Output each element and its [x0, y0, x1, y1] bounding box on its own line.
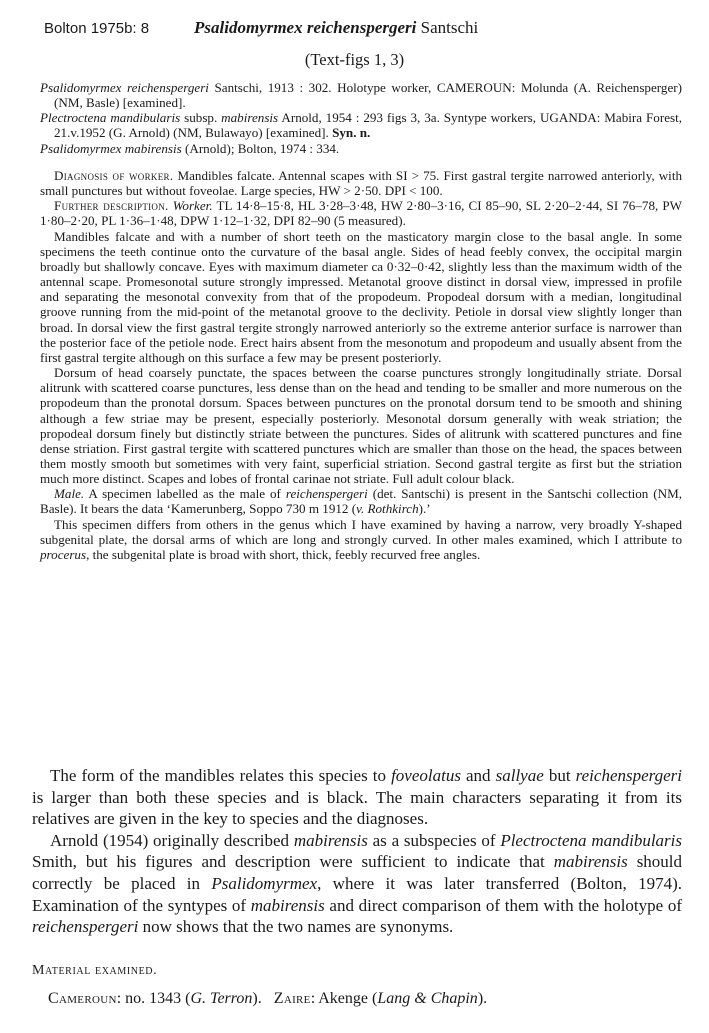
- synonymy-entry: Plectroctena mandibularis subsp. mabirensis Arnold, 1954 : 293 figs 3, 3a. Syntype workers, UGANDA: Mabira Forest, 21.v.1952 (G. Arnold) (NM, Bulawayo) [examined]. Syn. n.: [40, 110, 683, 141]
- species-name: Psalidomyrmex reichenspergeri: [194, 18, 417, 37]
- material-examined-list: Cameroun: no. 1343 (G. Terron). Zaire: Akenge (Lang & Chapin).: [48, 990, 488, 1007]
- citation-reference: Bolton 1975b: 8: [44, 20, 150, 37]
- synonymy-entry: Psalidomyrmex reichenspergeri Santschi, 1913 : 302. Holotype worker, CAMEROUN: Molunda (A. Reichensperger) (NM, Basle) [examined].: [40, 80, 682, 111]
- synonymy-entry: Psalidomyrmex mabirensis (Arnold); Bolton, 1974 : 334.: [40, 140, 340, 156]
- species-heading: [194, 18, 478, 38]
- diagnosis-label: Diagnosis of worker.: [54, 168, 174, 183]
- material-examined-heading: Material examined.: [32, 963, 158, 978]
- status-label: Syn. n.: [332, 125, 371, 141]
- sculpture-paragraph: Dorsum of head coarsely punctate, the spaces between the coarse punctures strongly longitudinally striate. Dorsal alitrunk with scattered coarse punctures, less dense than on the head and tending to be smaller and more numerous on the propodeum than the pronotal dorsum. Spaces between punctures on the pronotal dorsum tend to be smooth and shining although a few striae may be present, especially posteriorly. Mesonotal dorsum generally with weak striation; the propodeal dorsum finely but distinctly striate between the punctures. Sides of alitrunk with scattered punctures and fine dense striation. First gastral tergite with scattered punctures which are smaller than those on the head, the spaces between them mostly smooth but sometimes with very faint, superficial striation. Second gastral tergite as first but the striation much more distinct. Scapes and lobes of frontal carinae not striate. Full adult colour black.: [40, 365, 682, 487]
- discussion-block: [32, 765, 682, 938]
- male-paragraph: Male. A specimen labelled as the male of reichenspergeri (det. Santschi) is present in the Santschi collection (NM, Basle). It bears the data ‘Kamerunberg, Soppo 730 m 1912 (v. Rothkirch).’: [40, 486, 682, 517]
- description-block: [40, 168, 682, 562]
- male-comparison-paragraph: This specimen differs from others in the genus which I have examined by having a narrow, very broadly Y-shaped subgenital plate, the dorsal arms of which are long and strongly curved. In other males examined, which I attribute to procerus, the subgenital plate is broad with short, thick, feebly recurved free angles.: [40, 516, 682, 562]
- discussion-paragraph: Arnold (1954) originally described mabirensis as a subspecies of Plectroctena mandibularis Smith, but his figures and description were sufficient to indicate that mabirensis should correctly be placed in Psalidomyrmex, where it was later transferred (Bolton, 1974). Examination of the syntypes of mabirensis and direct comparison of them with the holotype of reichenspergeri now shows that the two names are synonyms.: [32, 830, 683, 937]
- figure-reference: (Text-figs 1, 3): [304, 50, 405, 69]
- page-header: [44, 16, 684, 46]
- mandibles-paragraph: Mandibles falcate and with a number of short teeth on the masticatory margin close to the basal angle. In some specimens the teeth continue onto the curvature of the basal angle. Sides of head feebly convex, the occipital margin broadly but shallowly concave. Eyes with maximum diameter ca 0·32–0·42, slightly less than the maximum width of the antennal scape. Promesonotal suture strongly impressed. Metanotal groove distinct in dorsal view, impressed in profile and separating the mesonotal convexity from that of the propodeum. Propodeal dorsum with a median, longitudinal groove running from the mid-point of the metanotal groove to the declivity. Petiole in dorsal view slightly longer than broad. In dorsal view the first gastral tergite strongly narrowed anteriorly so the extreme anterior surface is narrower than the posterior face of the petiole node. Erect hairs absent from the mesonotum and propodeum and usually absent from the first gastral tergite although on this surface a few may be present posteriorly.: [40, 228, 682, 365]
- further-description-label: Further description.: [54, 198, 169, 214]
- diagnosis-paragraph: Diagnosis of worker. Mandibles falcate. Antennal scapes with SI > 75. First gastral tergite narrowed anteriorly, with small punctures but without foveolae. Large species, HW > 2·50. DPI < 100.: [40, 168, 683, 199]
- species-author: Santschi: [420, 18, 479, 37]
- measurements-paragraph: Further description. Worker. TL 14·8–15·8, HL 3·28–3·48, HW 2·80–3·16, CI 85–90, SL 2·20–2·44, SI 76–78, PW 1·80–2·20, PL 1·36–1·48, DPW 1·12–1·32, DPI 82–90 (5 measured).: [40, 198, 682, 229]
- synonymy-block: [40, 80, 682, 156]
- discussion-paragraph: The form of the mandibles relates this species to foveolatus and sallyae but reichenspergeri is larger than both these species and is black. The main characters separating it from its relatives are given in the key to species and the diagnoses.: [32, 766, 683, 829]
